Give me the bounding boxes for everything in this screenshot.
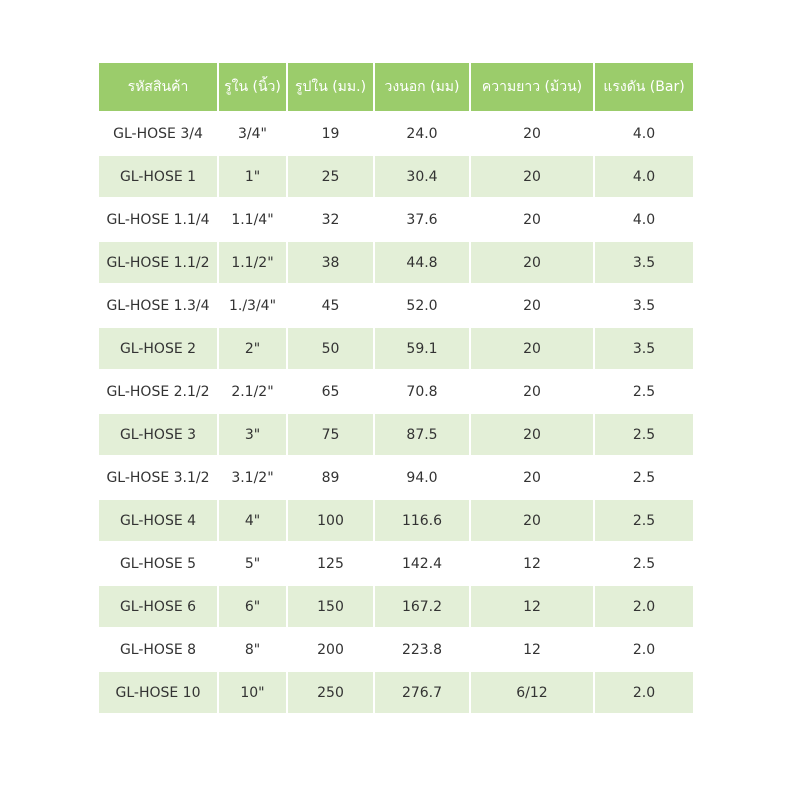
cell-length-roll: 20 [471, 242, 593, 283]
cell-pressure-bar: 3.5 [595, 242, 693, 283]
cell-outer-diameter-mm: 30.4 [375, 156, 469, 197]
header-pressure-bar: แรงดัน (Bar) [595, 63, 693, 111]
cell-product-code: GL-HOSE 2 [99, 328, 217, 369]
cell-outer-diameter-mm: 94.0 [375, 457, 469, 498]
cell-inner-diameter-mm: 25 [288, 156, 373, 197]
table-row [99, 457, 693, 498]
table-body [99, 113, 693, 713]
table-row [99, 500, 693, 541]
cell-product-code: GL-HOSE 3/4 [99, 113, 217, 154]
cell-outer-diameter-mm: 44.8 [375, 242, 469, 283]
cell-inner-diameter-mm: 100 [288, 500, 373, 541]
cell-length-roll: 12 [471, 629, 593, 670]
cell-length-roll: 20 [471, 156, 593, 197]
cell-product-code: GL-HOSE 8 [99, 629, 217, 670]
cell-inner-diameter-inch: 1" [219, 156, 286, 197]
cell-pressure-bar: 2.5 [595, 371, 693, 412]
cell-inner-diameter-inch: 3.1/2" [219, 457, 286, 498]
cell-product-code: GL-HOSE 2.1/2 [99, 371, 217, 412]
table-row [99, 414, 693, 455]
cell-product-code: GL-HOSE 4 [99, 500, 217, 541]
cell-pressure-bar: 4.0 [595, 199, 693, 240]
header-product-code: รหัสสินค้า [99, 63, 217, 111]
cell-inner-diameter-inch: 8" [219, 629, 286, 670]
cell-length-roll: 6/12 [471, 672, 593, 713]
cell-length-roll: 20 [471, 285, 593, 326]
cell-length-roll: 20 [471, 371, 593, 412]
cell-inner-diameter-mm: 32 [288, 199, 373, 240]
cell-pressure-bar: 2.5 [595, 543, 693, 584]
cell-inner-diameter-inch: 3" [219, 414, 286, 455]
cell-inner-diameter-inch: 1.1/2" [219, 242, 286, 283]
cell-inner-diameter-inch: 6" [219, 586, 286, 627]
cell-pressure-bar: 2.5 [595, 500, 693, 541]
cell-outer-diameter-mm: 142.4 [375, 543, 469, 584]
cell-inner-diameter-mm: 50 [288, 328, 373, 369]
table-row [99, 285, 693, 326]
cell-length-roll: 12 [471, 586, 593, 627]
cell-inner-diameter-inch: 1.1/4" [219, 199, 286, 240]
cell-inner-diameter-mm: 75 [288, 414, 373, 455]
cell-inner-diameter-mm: 125 [288, 543, 373, 584]
cell-inner-diameter-mm: 89 [288, 457, 373, 498]
table-row [99, 629, 693, 670]
cell-length-roll: 20 [471, 113, 593, 154]
cell-pressure-bar: 2.5 [595, 414, 693, 455]
cell-length-roll: 20 [471, 500, 593, 541]
cell-outer-diameter-mm: 24.0 [375, 113, 469, 154]
cell-outer-diameter-mm: 167.2 [375, 586, 469, 627]
cell-inner-diameter-inch: 2.1/2" [219, 371, 286, 412]
header-inner-diameter-inch: รูใน (นิ้ว) [219, 63, 286, 111]
header-length-roll: ความยาว (ม้วน) [471, 63, 593, 111]
table-row [99, 371, 693, 412]
cell-pressure-bar: 3.5 [595, 328, 693, 369]
cell-inner-diameter-mm: 150 [288, 586, 373, 627]
cell-inner-diameter-mm: 38 [288, 242, 373, 283]
table-row [99, 113, 693, 154]
cell-outer-diameter-mm: 276.7 [375, 672, 469, 713]
cell-outer-diameter-mm: 70.8 [375, 371, 469, 412]
cell-product-code: GL-HOSE 6 [99, 586, 217, 627]
cell-outer-diameter-mm: 52.0 [375, 285, 469, 326]
cell-product-code: GL-HOSE 1.1/4 [99, 199, 217, 240]
cell-length-roll: 20 [471, 457, 593, 498]
cell-outer-diameter-mm: 223.8 [375, 629, 469, 670]
cell-product-code: GL-HOSE 1.1/2 [99, 242, 217, 283]
cell-inner-diameter-inch: 3/4" [219, 113, 286, 154]
cell-length-roll: 12 [471, 543, 593, 584]
table-row [99, 543, 693, 584]
cell-inner-diameter-inch: 10" [219, 672, 286, 713]
cell-outer-diameter-mm: 87.5 [375, 414, 469, 455]
cell-product-code: GL-HOSE 3.1/2 [99, 457, 217, 498]
header-inner-diameter-mm: รูปใน (มม.) [288, 63, 373, 111]
cell-product-code: GL-HOSE 1 [99, 156, 217, 197]
table-row [99, 328, 693, 369]
table-row [99, 199, 693, 240]
cell-pressure-bar: 4.0 [595, 156, 693, 197]
header-outer-diameter-mm: วงนอก (มม) [375, 63, 469, 111]
cell-inner-diameter-inch: 1./3/4" [219, 285, 286, 326]
table-row [99, 242, 693, 283]
cell-outer-diameter-mm: 37.6 [375, 199, 469, 240]
cell-pressure-bar: 2.5 [595, 457, 693, 498]
table-header [99, 63, 693, 111]
cell-product-code: GL-HOSE 3 [99, 414, 217, 455]
cell-outer-diameter-mm: 116.6 [375, 500, 469, 541]
cell-length-roll: 20 [471, 199, 593, 240]
cell-inner-diameter-inch: 5" [219, 543, 286, 584]
cell-length-roll: 20 [471, 414, 593, 455]
cell-inner-diameter-mm: 19 [288, 113, 373, 154]
cell-inner-diameter-inch: 4" [219, 500, 286, 541]
cell-pressure-bar: 4.0 [595, 113, 693, 154]
cell-inner-diameter-mm: 250 [288, 672, 373, 713]
cell-pressure-bar: 2.0 [595, 672, 693, 713]
cell-product-code: GL-HOSE 1.3/4 [99, 285, 217, 326]
cell-inner-diameter-mm: 45 [288, 285, 373, 326]
cell-product-code: GL-HOSE 10 [99, 672, 217, 713]
cell-pressure-bar: 2.0 [595, 629, 693, 670]
table-row [99, 672, 693, 713]
cell-inner-diameter-inch: 2" [219, 328, 286, 369]
table-row [99, 156, 693, 197]
cell-length-roll: 20 [471, 328, 593, 369]
header-row [99, 63, 693, 111]
cell-pressure-bar: 2.0 [595, 586, 693, 627]
cell-product-code: GL-HOSE 5 [99, 543, 217, 584]
cell-outer-diameter-mm: 59.1 [375, 328, 469, 369]
cell-inner-diameter-mm: 200 [288, 629, 373, 670]
hose-spec-table [97, 61, 695, 715]
cell-inner-diameter-mm: 65 [288, 371, 373, 412]
table-row [99, 586, 693, 627]
cell-pressure-bar: 3.5 [595, 285, 693, 326]
